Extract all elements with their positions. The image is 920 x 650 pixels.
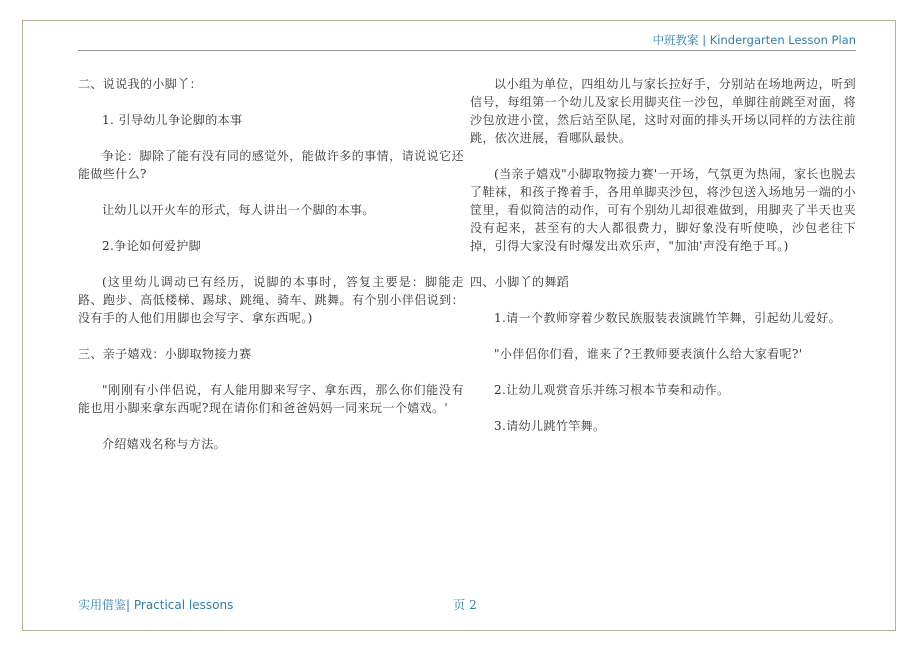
header-rule xyxy=(78,50,856,51)
paragraph: (当亲子嬉戏"小脚取物接力赛'一开场，气氛更为热闹，家长也脱去了鞋袜，和孩子搀着手，各用单脚夹沙包，将沙包送入场地另一端的小筐里，看似简洁的动作，可有个别幼儿却很难做到，用脚夹了半天也夹没有起来，甚至有的大人都很费力，脚好象没有听使唤，沙包老往下掉，引得大家没有时爆发出欢乐声，"加油'声没有绝于耳。) xyxy=(470,167,856,253)
section-heading: 四、小脚丫的舞蹈 xyxy=(470,275,570,289)
paragraph: "刚刚有小伴侣说，有人能用脚来写字、拿东西，那么你们能没有能也用小脚来拿东西呢?现在请你们和爸爸妈妈一同来玩一个嬉戏。' xyxy=(78,383,464,415)
page-header: 中班教案 | Kindergarten Lesson Plan xyxy=(652,33,856,47)
right-column xyxy=(470,75,856,453)
page-number: 页 2 xyxy=(453,598,477,612)
paragraph: (这里幼儿调动已有经历，说脚的本事时，答复主要是：脚能走路、跑步、高低楼梯、踢球、跳绳、骑车、跳舞。有个别小伴侣说到：没有手的人他们用脚也会写字、拿东西呢。) xyxy=(78,275,464,325)
paragraph: 1.请一个教师穿着少数民族服装表演跳竹竿舞，引起幼儿爱好。 xyxy=(494,311,842,325)
paragraph: 2.争论如何爱护脚 xyxy=(102,239,202,253)
paragraph: 3.请幼儿跳竹竿舞。 xyxy=(494,419,606,433)
paragraph: 介绍嬉戏名称与方法。 xyxy=(102,437,227,451)
paragraph: 2.让幼儿观赏音乐并练习根本节奏和动作。 xyxy=(494,383,730,397)
paragraph: 1. 引导幼儿争论脚的本事 xyxy=(102,113,243,127)
section-heading: 二、说说我的小脚丫： xyxy=(78,77,203,91)
section-heading: 三、亲子嬉戏：小脚取物接力赛 xyxy=(78,347,252,361)
footer-label: 实用借鉴| Practical lessons xyxy=(78,598,234,612)
paragraph: 以小组为单位，四组幼儿与家长拉好手，分别站在场地两边，听到信号，每组第一个幼儿及家长用脚夹住一沙包，单脚往前跳至对面，将沙包放进小筐，然后站至队尾，这时对面的排头开场以同样的方法往前跳，依次进展，看哪队最快。 xyxy=(470,77,856,145)
paragraph: "小伴侣你们看，谁来了?王教师要表演什么给大家看呢?' xyxy=(494,347,803,361)
paragraph: 争论：脚除了能有没有同的感觉外，能做许多的事情，请说说它还能做些什么? xyxy=(78,149,464,181)
paragraph: 让幼儿以开火车的形式，每人讲出一个脚的本事。 xyxy=(102,203,375,217)
left-column xyxy=(78,75,464,471)
